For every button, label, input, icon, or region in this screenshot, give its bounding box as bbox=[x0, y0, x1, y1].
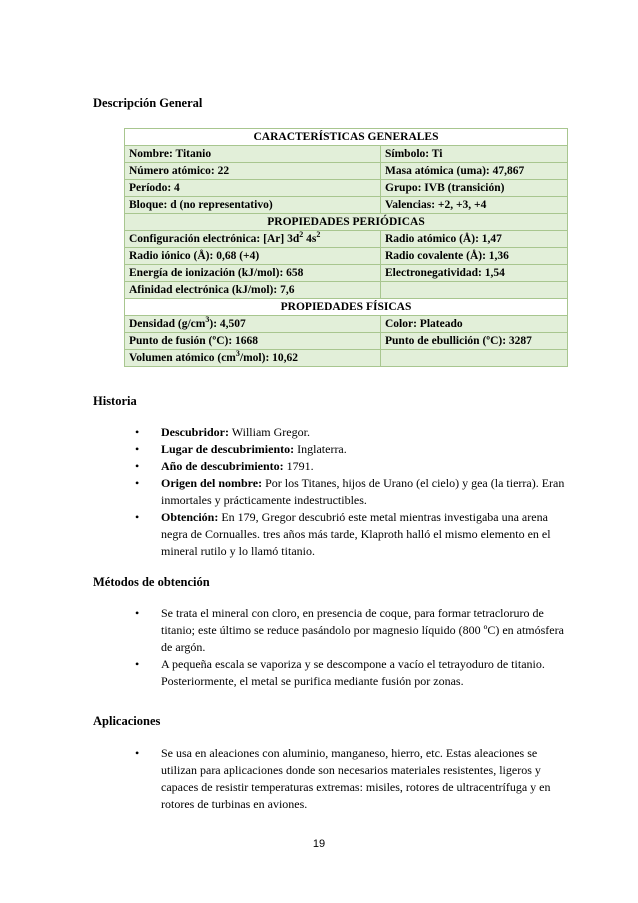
list-item bbox=[135, 509, 575, 560]
bullet-icon: • bbox=[135, 657, 140, 671]
list-item bbox=[135, 745, 575, 813]
table-row bbox=[125, 197, 568, 214]
config-prefix: Configuración electrónica: [Ar] 3d bbox=[129, 232, 300, 245]
table-row bbox=[125, 316, 568, 333]
list-item bbox=[135, 458, 575, 475]
densidad-sup: 3 bbox=[205, 314, 210, 324]
item-label: Obtención: bbox=[161, 510, 219, 524]
table-row bbox=[125, 265, 568, 282]
header-propiedades-periodicas: PROPIEDADES PERIÓDICAS bbox=[125, 214, 568, 231]
bullet-icon: • bbox=[135, 425, 140, 439]
cell-configuracion-electronica bbox=[125, 231, 381, 248]
bullet-icon: • bbox=[135, 606, 140, 620]
cell-grupo: Grupo: IVB (transición) bbox=[381, 180, 568, 197]
heading-descripcion-general: Descripción General bbox=[93, 96, 203, 110]
heading-metodos-obtencion: Métodos de obtención bbox=[93, 575, 210, 589]
table-row bbox=[125, 248, 568, 265]
header-caracteristicas-generales: CARACTERÍSTICAS GENERALES bbox=[125, 129, 568, 146]
table-row bbox=[125, 180, 568, 197]
bullet-icon: • bbox=[135, 476, 140, 490]
list-item bbox=[135, 656, 575, 690]
cell-empty bbox=[381, 282, 568, 299]
heading-historia: Historia bbox=[93, 394, 137, 408]
item-text: William Gregor. bbox=[229, 425, 310, 439]
item-label: Lugar de descubrimiento: bbox=[161, 442, 295, 456]
cell-volumen-atomico bbox=[125, 350, 381, 367]
cell-periodo: Período: 4 bbox=[125, 180, 381, 197]
volumen-suffix: /mol): 10,62 bbox=[239, 351, 299, 364]
list-item bbox=[135, 424, 575, 441]
list-item bbox=[135, 441, 575, 458]
bullet-icon: • bbox=[135, 510, 140, 524]
table-row bbox=[125, 146, 568, 163]
table-row bbox=[125, 214, 568, 231]
properties-table bbox=[124, 128, 568, 367]
cell-nombre: Nombre: Titanio bbox=[125, 146, 381, 163]
table-row bbox=[125, 129, 568, 146]
cell-energia-ionizacion: Energía de ionización (kJ/mol): 658 bbox=[125, 265, 381, 282]
item-text: Por los Titanes, hijos de Urano (el cielo) y gea (la tierra). Eran inmortales y prácticamente indestructibles. bbox=[161, 476, 565, 507]
config-sup-2: 2 bbox=[316, 229, 321, 239]
item-text: En 179, Gregor descubrió este metal mientras investigaba una arena negra de Cornualles. tres años más tarde, Klaproth halló el mismo elemento en el mineral rutilo y lo llamó titanio. bbox=[161, 510, 551, 558]
table-row bbox=[125, 350, 568, 367]
cell-afinidad-electronica: Afinidad electrónica (kJ/mol): 7,6 bbox=[125, 282, 381, 299]
cell-densidad bbox=[125, 316, 381, 333]
header-propiedades-fisicas: PROPIEDADES FÍSICAS bbox=[125, 299, 568, 316]
bullet-icon: • bbox=[135, 459, 140, 473]
cell-bloque: Bloque: d (no representativo) bbox=[125, 197, 381, 214]
aplicaciones-list bbox=[135, 745, 575, 813]
bullet-icon: • bbox=[135, 442, 140, 456]
config-sup-1: 2 bbox=[299, 229, 304, 239]
table-row bbox=[125, 299, 568, 316]
volumen-sup: 3 bbox=[235, 348, 240, 358]
item-text: A pequeña escala se vaporiza y se descompone a vacío el tetrayoduro de titanio. Posteriormente, el metal se purifica mediante fusión por zonas. bbox=[161, 657, 545, 688]
table-row bbox=[125, 163, 568, 180]
list-item bbox=[135, 475, 575, 509]
item-label: Descubridor: bbox=[161, 425, 229, 439]
cell-color: Color: Plateado bbox=[381, 316, 568, 333]
table-row bbox=[125, 231, 568, 248]
cell-valencias: Valencias: +2, +3, +4 bbox=[381, 197, 568, 214]
item-text: Se usa en aleaciones con aluminio, manganeso, hierro, etc. Estas aleaciones se utilizan para aplicaciones donde son necesarios materiales resistentes, ligeros y capaces de resistir temperaturas extremas: misiles, rotores de ultracentrífuga y en rotores de turbinas en aviones. bbox=[161, 746, 551, 811]
item-label: Año de descubrimiento: bbox=[161, 459, 284, 473]
item-text: Inglaterra. bbox=[294, 442, 347, 456]
table-row bbox=[125, 333, 568, 350]
cell-radio-ionico: Radio iónico (Å): 0,68 (+4) bbox=[125, 248, 381, 265]
cell-radio-atomico: Radio atómico (Å): 1,47 bbox=[381, 231, 568, 248]
cell-radio-covalente: Radio covalente (Å): 1,36 bbox=[381, 248, 568, 265]
historia-list bbox=[135, 424, 575, 560]
table-row bbox=[125, 282, 568, 299]
item-label: Origen del nombre: bbox=[161, 476, 263, 490]
page-number: 19 bbox=[312, 838, 326, 850]
config-mid: 4s bbox=[303, 232, 317, 245]
cell-electronegatividad: Electronegatividad: 1,54 bbox=[381, 265, 568, 282]
heading-aplicaciones: Aplicaciones bbox=[93, 714, 161, 728]
metodos-list bbox=[135, 605, 575, 690]
cell-empty bbox=[381, 350, 568, 367]
list-item bbox=[135, 605, 575, 656]
densidad-suffix: ): 4,507 bbox=[209, 317, 246, 330]
item-text: 1791. bbox=[283, 459, 314, 473]
cell-punto-ebullicion: Punto de ebullición (ºC): 3287 bbox=[381, 333, 568, 350]
cell-numero-atomico: Número atómico: 22 bbox=[125, 163, 381, 180]
item-text: Se trata el mineral con cloro, en presencia de coque, para formar tetracloruro de titanio; este último se reduce pasándolo por magnesio líquido (800 ºC) en atmósfera de argón. bbox=[161, 606, 564, 654]
densidad-prefix: Densidad (g/cm bbox=[129, 317, 206, 330]
volumen-prefix: Volumen atómico (cm bbox=[129, 351, 236, 364]
cell-punto-fusion: Punto de fusión (ºC): 1668 bbox=[125, 333, 381, 350]
bullet-icon: • bbox=[135, 746, 140, 760]
cell-simbolo: Símbolo: Ti bbox=[381, 146, 568, 163]
cell-masa-atomica: Masa atómica (uma): 47,867 bbox=[381, 163, 568, 180]
